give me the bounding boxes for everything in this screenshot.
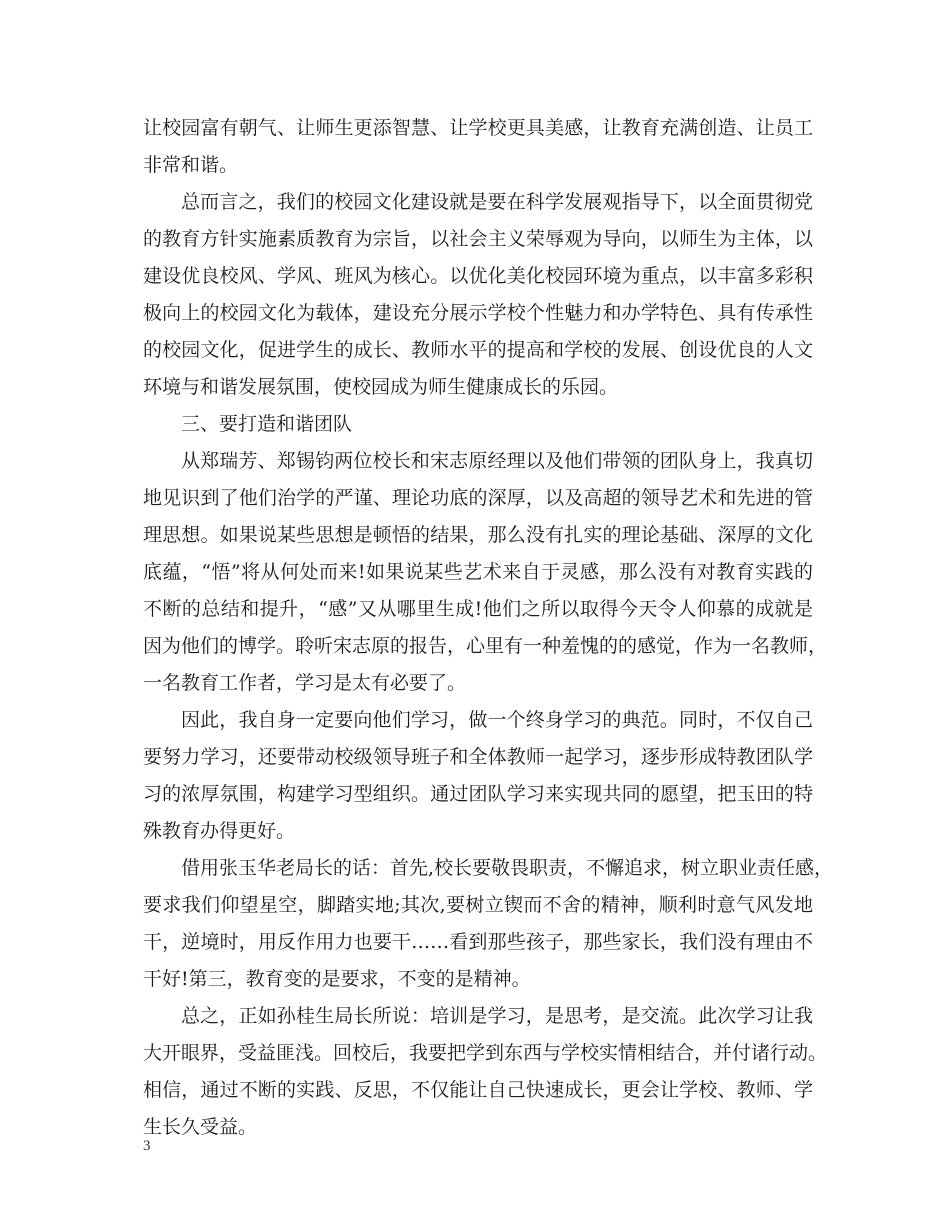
text-line: 借用张玉华老局长的话：首先,校长要敬畏职责，不懈追求，树立职业责任感， [181, 857, 834, 879]
paragraph [143, 184, 813, 406]
text-line: 因为他们的博学。聆听宋志原的报告，心里有一种羞愧的的感觉，作为一名教师， [143, 635, 828, 657]
document-body [143, 110, 834, 1146]
text-line: 非常和谐。 [143, 154, 239, 176]
text-line: 理思想。如果说某些思想是顿悟的结果，那么没有扎实的理论基础、深厚的文化 [143, 524, 813, 546]
text-line: 要求我们仰望星空，脚踏实地;其次,要树立锲而不舍的精神，顺利时意气风发地 [143, 894, 813, 916]
paragraph [143, 443, 828, 702]
text-line: 总之，正如孙桂生局长所说：培训是学习，是思考，是交流。此次学习让我 [181, 1005, 813, 1027]
text-line: 干好!第三，教育变的是要求，不变的是精神。 [143, 968, 531, 990]
text-line: 因此，我自身一定要向他们学习，做一个终身学习的典范。同时，不仅自己 [181, 709, 813, 731]
text-line: 建设优良校风、学风、班风为核心。以优化美化校园环境为重点，以丰富多彩积 [143, 265, 813, 287]
text-line: 三、要打造和谐团队 [181, 413, 353, 435]
text-line: 要努力学习，还要带动校级领导班子和全体教师一起学习，逐步形成特教团队学 [143, 746, 813, 768]
page-number: 3 [143, 1138, 151, 1154]
text-line: 从郑瑞芳、郑锡钧两位校长和宋志原经理以及他们带领的团队身上，我真切 [181, 450, 813, 472]
text-line: 极向上的校园文化为载体，建设充分展示学校个性魅力和办学特色、具有传承性 [143, 302, 813, 324]
text-line: 生长久受益。 [143, 1116, 258, 1138]
text-line: 习的浓厚氛围，构建学习型组织。通过团队学习来实现共同的愿望，把玉田的特 [143, 783, 813, 805]
text-line: 底蕴，“悟”将从何处而来!如果说某些艺术来自于灵感，那么没有对教育实践的 [143, 561, 813, 583]
text-line: 不断的总结和提升，“感”又从哪里生成!他们之所以取得今天令人仰慕的成就是 [143, 598, 813, 620]
text-line: 让校园富有朝气、让师生更添智慧、让学校更具美感，让教育充满创造、让员工 [143, 117, 813, 139]
text-line: 大开眼界，受益匪浅。回校后，我要把学到东西与学校实情相结合，并付诸行动。 [143, 1042, 828, 1064]
text-line: 地见识到了他们治学的严谨、理论功底的深厚，以及高超的领导艺术和先进的管 [143, 487, 813, 509]
text-line: 环境与和谐发展氛围，使校园成为师生健康成长的乐园。 [143, 376, 619, 398]
text-line: 的校园文化，促进学生的成长、教师水平的提高和学校的发展、创设优良的人文 [143, 339, 813, 361]
text-line: 的教育方针实施素质教育为宗旨，以社会主义荣辱观为导向，以师生为主体，以 [143, 228, 813, 250]
text-line: 干，逆境时，用反作用力也要干……看到那些孩子，那些家长，我们没有理由不 [143, 931, 813, 953]
paragraph [143, 998, 828, 1146]
text-line: 殊教育办得更好。 [143, 820, 296, 842]
paragraph [143, 110, 813, 184]
paragraph [143, 406, 813, 443]
text-line: 一名教育工作者，学习是太有必要了。 [143, 672, 467, 694]
text-line: 相信，通过不断的实践、反思，不仅能让自己快速成长，更会让学校、教师、学 [143, 1079, 813, 1101]
paragraph [143, 850, 834, 998]
paragraph [143, 702, 813, 850]
text-line: 总而言之，我们的校园文化建设就是要在科学发展观指导下，以全面贯彻党 [181, 191, 813, 213]
